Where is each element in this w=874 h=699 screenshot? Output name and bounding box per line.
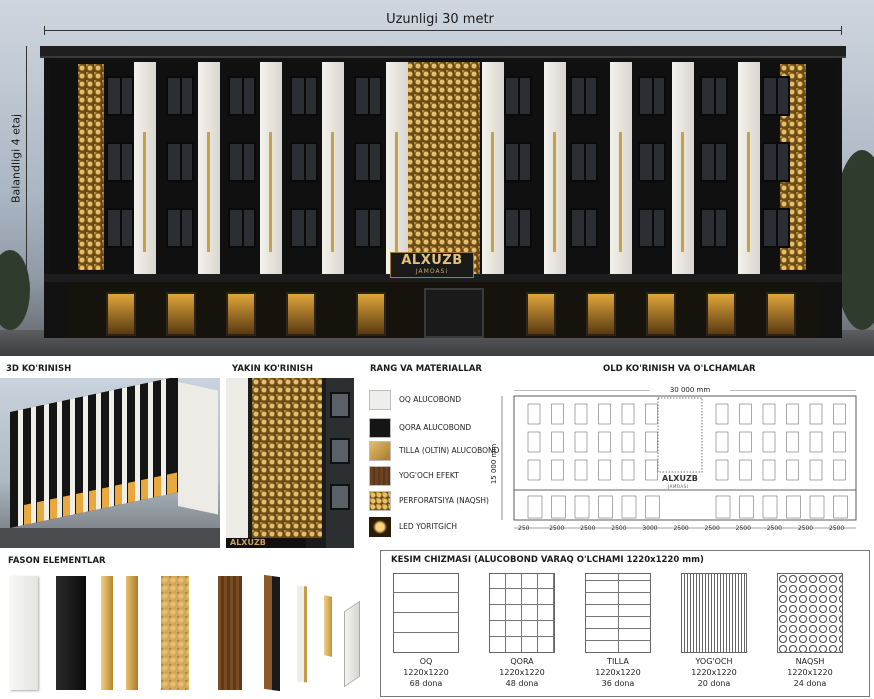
gold-strip [331, 132, 334, 252]
gold-strip [395, 132, 398, 252]
window [762, 142, 790, 182]
window [570, 142, 598, 182]
cutting-sheet-name: OQ [419, 657, 433, 666]
sign-subtitle: JAMOASI [415, 268, 449, 275]
material-label: YOG'OCH EFEKT [399, 471, 459, 480]
white-folded-element [344, 601, 360, 688]
led-icon [369, 517, 391, 537]
cutting-sheet-yogoch [681, 573, 747, 653]
perforated-panel-element [161, 576, 189, 690]
window [106, 208, 134, 248]
view3d-white-strip [83, 395, 88, 512]
window-column [570, 76, 598, 270]
window-column [700, 76, 728, 270]
window [700, 76, 728, 116]
length-dimension-line [44, 30, 842, 31]
cutting-sheet-count: 68 dona [409, 679, 443, 688]
cutting-sheet-name: YOG'OCH [695, 657, 733, 666]
gold-strip [207, 132, 210, 252]
window [504, 76, 532, 116]
shopfront-window [706, 292, 736, 336]
window [570, 76, 598, 116]
gold-strip [747, 132, 750, 252]
length-label: Uzunligi 30 metr [386, 12, 494, 27]
view3d-white-strip [148, 382, 153, 499]
fason-elements [0, 552, 378, 699]
wood-panel-element [218, 576, 242, 690]
shopfront-window [286, 292, 316, 336]
gold-strip [269, 132, 272, 252]
sign-name: ALXUZB [401, 253, 463, 268]
white-pier [260, 62, 282, 274]
window [106, 76, 134, 116]
cutting-sheet-qora [489, 573, 555, 653]
shopfront-window [356, 292, 386, 336]
window [166, 142, 194, 182]
view3d-render [0, 378, 220, 548]
close-view-title: YAKIN KO'RINISH [232, 364, 313, 374]
window [228, 76, 256, 116]
close-perforated-panel [252, 378, 322, 538]
gold-panel-element [101, 576, 113, 690]
material-label: TILLA (OLTIN) ALUCOBOND [399, 446, 500, 455]
window [700, 208, 728, 248]
window-column [762, 76, 790, 270]
window [290, 208, 318, 248]
view3d-front-facade [10, 378, 178, 528]
window [166, 76, 194, 116]
elevation-height-label: 15 000 mm [490, 443, 499, 485]
cutting-sheet-name: QORA [510, 657, 534, 666]
gold-strip [681, 132, 684, 252]
window-column [638, 76, 666, 270]
white-pier [482, 62, 504, 274]
elevation-dimension-value: 3000 [642, 525, 658, 532]
cutting-sheet-size: 1220x1220 [595, 668, 641, 677]
gold-strip [491, 132, 494, 252]
shopfront-window [166, 292, 196, 336]
window-column [504, 76, 532, 270]
view3d-white-strip [96, 393, 101, 510]
white-pier [322, 62, 344, 274]
ground-floor [66, 282, 818, 338]
window [638, 142, 666, 182]
gold-strip [553, 132, 556, 252]
side-perforated-panel [78, 64, 104, 270]
material-label: QORA ALUCOBOND [399, 423, 472, 432]
view3d-white-strip [31, 406, 36, 523]
shopfront-window [646, 292, 676, 336]
entrance-door [424, 288, 484, 338]
window [700, 142, 728, 182]
cutting-sheet-count: 24 dona [793, 679, 827, 688]
window [504, 142, 532, 182]
window-column [228, 76, 256, 270]
fason-title: FASON ELEMENTLAR [8, 556, 106, 566]
cutting-sheet-count: 20 dona [697, 679, 731, 688]
view3d-white-strip [135, 384, 140, 501]
window [228, 208, 256, 248]
view3d-white-strip [18, 409, 23, 526]
window [106, 142, 134, 182]
elevation-dimension-value: 2500 [766, 525, 782, 532]
white-pier [134, 62, 156, 274]
view3d-white-strip [44, 404, 49, 521]
elevation-logo: ALXUZB [662, 474, 698, 483]
elevation-dimension-value: 250 [518, 525, 530, 532]
height-label: Balandligi 4 etaj [9, 113, 23, 204]
white-pier [386, 62, 408, 274]
white-pier [610, 62, 632, 274]
elevation-width-label: 30 000 mm [650, 386, 730, 394]
white-panel-element [10, 576, 38, 690]
elevation-drawing [490, 386, 870, 550]
gold-swatch-icon [369, 441, 391, 461]
window-column [354, 76, 382, 270]
window [354, 76, 382, 116]
window [354, 142, 382, 182]
materials-title: RANG VA MATERIALLAR [370, 364, 482, 374]
close-window [330, 438, 350, 464]
view3d-white-strip [70, 398, 75, 515]
gold-strip [619, 132, 622, 252]
center-perforated-panel [406, 62, 480, 274]
window [290, 76, 318, 116]
material-label: PERFORATSIYA (NAQSH) [399, 496, 489, 505]
elevation-logo-sub: JAMOASI [668, 484, 689, 489]
black-panel-element [56, 576, 86, 690]
white-pier [738, 62, 760, 274]
close-window [330, 392, 350, 418]
window [166, 208, 194, 248]
cutting-sheet-size: 1220x1220 [787, 668, 833, 677]
material-label: LED YORITGICH [399, 522, 458, 531]
cutting-sheet-size: 1220x1220 [691, 668, 737, 677]
elevation-title: OLD KO'RINISH VA O'LCHAMLAR [603, 364, 756, 374]
wood-swatch-icon [369, 466, 391, 486]
view3d-white-strip [122, 387, 127, 504]
shopfront-window [106, 292, 136, 336]
window [762, 76, 790, 116]
gold-strip [143, 132, 146, 252]
cutting-sheet-count: 48 dona [505, 679, 539, 688]
shopfront-window [766, 292, 796, 336]
height-dimension-line [26, 46, 27, 276]
window [504, 208, 532, 248]
cutting-plan [380, 550, 870, 697]
window [638, 208, 666, 248]
cutting-sheet-size: 1220x1220 [403, 668, 449, 677]
view3d-road [0, 528, 220, 548]
window-column [106, 76, 134, 270]
shopfront-window [586, 292, 616, 336]
view3d-white-strip [161, 379, 166, 496]
view3d-shop-light [167, 473, 177, 495]
view3d-white-strip [109, 390, 114, 507]
upper-floors [50, 62, 836, 274]
building-sign [390, 252, 474, 278]
wood-black-corner-element [264, 575, 280, 691]
black-swatch-icon [369, 418, 391, 438]
elevation-dimension-value: 2500 [704, 525, 720, 532]
gold-angled-element [324, 595, 332, 657]
cutting-sheet-tilla [585, 573, 651, 653]
white-pier [198, 62, 220, 274]
building-facade [44, 46, 842, 338]
white-pier [544, 62, 566, 274]
close-white-panel [226, 378, 248, 548]
window [638, 76, 666, 116]
white-swatch-icon [369, 390, 391, 410]
roof-cornice [40, 46, 846, 58]
view3d-title: 3D KO'RINISH [6, 364, 72, 374]
cutting-sheet-name: TILLA [607, 657, 629, 666]
elevation-dimension-value: 2500 [735, 525, 751, 532]
close-window [330, 484, 350, 510]
gold-panel-element [126, 576, 138, 690]
close-view-render [226, 378, 354, 548]
elevation-dimension-value: 2500 [549, 525, 565, 532]
cutting-sheet-count: 36 dona [601, 679, 635, 688]
window [570, 208, 598, 248]
window [228, 142, 256, 182]
cutting-sheet-naqsh [777, 573, 843, 653]
window [354, 208, 382, 248]
window-column [290, 76, 318, 270]
material-label: OQ ALUCOBOND [399, 395, 462, 404]
view3d-side-facade [178, 382, 218, 515]
shopfront-window [226, 292, 256, 336]
close-sign-label: ALXUZB [226, 538, 306, 548]
shopfront-window [526, 292, 556, 336]
elevation-dimension-value: 2500 [611, 525, 627, 532]
window [762, 208, 790, 248]
elevation-dimension-value: 2500 [797, 525, 814, 532]
cutting-sheet-size: 1220x1220 [499, 668, 545, 677]
white-pier [672, 62, 694, 274]
cutting-sheet-oq [393, 573, 459, 653]
window-column [166, 76, 194, 270]
window [290, 142, 318, 182]
elevation-dimension-value: 2500 [580, 525, 596, 532]
cutting-title: KESIM CHIZMASI (ALUCOBOND VARAQ O'LCHAMI 1220x1220 mm) [391, 555, 704, 565]
elevation-dimension-value: 2500 [828, 525, 845, 532]
view3d-white-strip [57, 401, 62, 518]
elevation-dimension-value: 2500 [673, 525, 689, 532]
cutting-sheet-name: NAQSH [795, 657, 825, 666]
pattern-swatch-icon [369, 491, 391, 511]
white-gold-angled-element [297, 585, 307, 682]
